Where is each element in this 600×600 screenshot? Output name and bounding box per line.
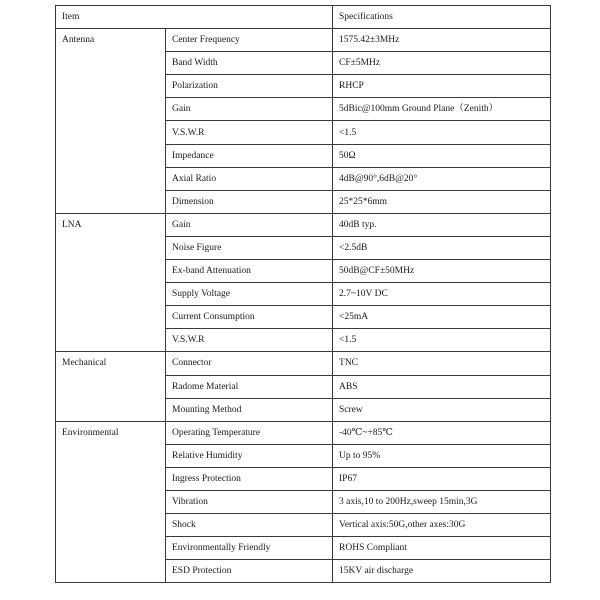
parameter-cell: Supply Voltage xyxy=(166,283,333,306)
table-row xyxy=(56,213,551,236)
parameter-cell: Gain xyxy=(166,213,333,236)
parameter-cell: Relative Humidity xyxy=(166,444,333,467)
value-cell: ABS xyxy=(333,375,551,398)
value-cell: 4dB@90°,6dB@20° xyxy=(333,167,551,190)
value-cell: CF±5MHz xyxy=(333,52,551,75)
parameter-cell: ESD Protection xyxy=(166,560,333,583)
parameter-cell: Ex-band Attenuation xyxy=(166,260,333,283)
parameter-cell: Noise Figure xyxy=(166,236,333,259)
group-label: Antenna xyxy=(56,29,166,214)
parameter-cell: V.S.W.R xyxy=(166,121,333,144)
value-cell: <1.5 xyxy=(333,329,551,352)
parameter-cell: Shock xyxy=(166,514,333,537)
parameter-cell: Band Width xyxy=(166,52,333,75)
value-cell: Screw xyxy=(333,398,551,421)
parameter-cell: Current Consumption xyxy=(166,306,333,329)
item-header: Item xyxy=(56,6,333,29)
value-cell: 3 axis,10 to 200Hz,sweep 15min,3G xyxy=(333,490,551,513)
parameter-cell: Polarization xyxy=(166,75,333,98)
value-cell: 25*25*6mm xyxy=(333,190,551,213)
parameter-cell: Operating Temperature xyxy=(166,421,333,444)
value-cell: <2.5dB xyxy=(333,236,551,259)
value-cell: <25mA xyxy=(333,306,551,329)
value-cell: Up to 95% xyxy=(333,444,551,467)
parameter-cell: Dimension xyxy=(166,190,333,213)
value-cell: -40℃~+85℃ xyxy=(333,421,551,444)
table-row xyxy=(56,352,551,375)
parameter-cell: Impedance xyxy=(166,144,333,167)
parameter-cell: Center Frequency xyxy=(166,29,333,52)
value-cell: 1575.42±3MHz xyxy=(333,29,551,52)
value-cell: 2.7~10V DC xyxy=(333,283,551,306)
specifications-sheet xyxy=(55,5,550,587)
parameter-cell: Connector xyxy=(166,352,333,375)
table-row xyxy=(56,29,551,52)
parameter-cell: Ingress Protection xyxy=(166,467,333,490)
value-cell: 5dBic@100mm Ground Plane（Zenith） xyxy=(333,98,551,121)
value-cell: <1.5 xyxy=(333,121,551,144)
parameter-cell: Vibration xyxy=(166,490,333,513)
group-label: Environmental xyxy=(56,421,166,583)
table-row xyxy=(56,421,551,444)
value-cell: ROHS Compliant xyxy=(333,537,551,560)
value-cell: 50dB@CF±50MHz xyxy=(333,260,551,283)
group-label: Mechanical xyxy=(56,352,166,421)
parameter-cell: Radome Material xyxy=(166,375,333,398)
parameter-cell: Axial Ratio xyxy=(166,167,333,190)
specifications-table-body xyxy=(56,6,551,583)
parameter-cell: V.S.W.R xyxy=(166,329,333,352)
parameter-cell: Mounting Method xyxy=(166,398,333,421)
value-cell: 40dB typ. xyxy=(333,213,551,236)
group-label: LNA xyxy=(56,213,166,352)
value-cell: Vertical axis:50G,other axes:30G xyxy=(333,514,551,537)
table-header-row xyxy=(56,6,551,29)
specifications-table xyxy=(55,5,551,583)
value-cell: 50Ω xyxy=(333,144,551,167)
parameter-cell: Gain xyxy=(166,98,333,121)
value-cell: IP67 xyxy=(333,467,551,490)
specifications-header: Specifications xyxy=(333,6,551,29)
value-cell: TNC xyxy=(333,352,551,375)
value-cell: 15KV air discharge xyxy=(333,560,551,583)
value-cell: RHCP xyxy=(333,75,551,98)
parameter-cell: Environmentally Friendly xyxy=(166,537,333,560)
